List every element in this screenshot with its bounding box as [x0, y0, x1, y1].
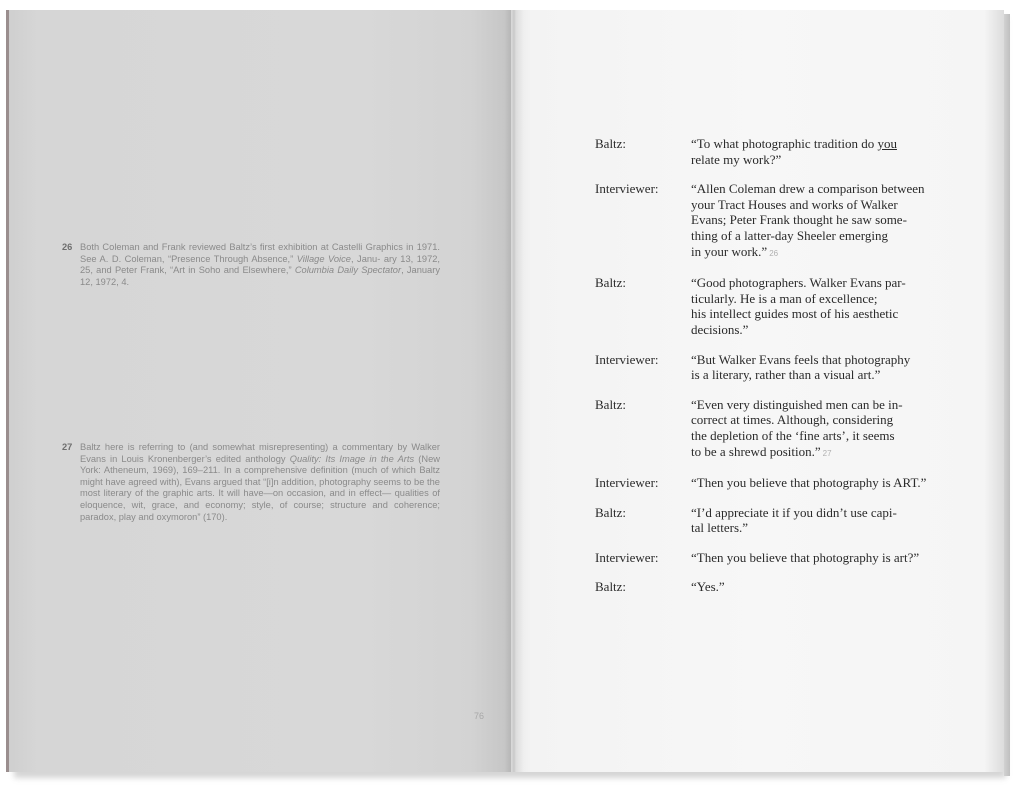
- speaker-name: Interviewer:: [595, 181, 659, 197]
- dialogue-text: in your work.”: [691, 243, 768, 259]
- dialogue-text: decisions.”: [691, 321, 749, 337]
- right-page: [511, 10, 1004, 772]
- footnote-text: , January 12, 1972, 4.: [80, 265, 440, 287]
- dialogue-entry: [595, 579, 995, 595]
- dialogue-text: thing of a latter-day Sheeler emerging: [691, 227, 888, 243]
- footnote-reference: 27: [822, 448, 832, 458]
- dialogue-text: “To what photographic tradition do: [691, 136, 878, 151]
- dialogue-text: “Then you believe that photography is art?”: [691, 549, 920, 565]
- footnote-text: Baltz here is referring to (and somewhat misrepresenting) a commentary by: [80, 442, 408, 452]
- footnote-text: Walker Evans in Louis Kronenberger’s edited anthology: [80, 442, 440, 464]
- dialogue-text: relate my work?”: [691, 151, 782, 167]
- speaker-name: Baltz:: [595, 136, 627, 151]
- dialogue-line: [691, 136, 941, 167]
- dialogue-line: [691, 505, 941, 536]
- footnote-text: Both Coleman and Frank reviewed Baltz’s first exhibition at Castelli Graphics: [80, 242, 403, 252]
- dialogue-entry: [595, 475, 995, 491]
- left-page: [8, 10, 511, 772]
- speaker-name: Baltz:: [595, 504, 627, 520]
- speaker-name: Interviewer:: [595, 549, 659, 565]
- footnote-text: of course; structure and coherence; paradox, play and oxymoron” (170).: [80, 499, 441, 522]
- footnote-text: occasion, and in effect— qualities of eloquence, wit, grace, and economy; style,: [80, 488, 440, 510]
- page-number: 76: [474, 711, 485, 721]
- footnote-title: the Arts: [380, 453, 415, 464]
- footnote-title: Quality: Its Image in: [289, 453, 377, 464]
- footnote-title: Columbia Daily: [294, 265, 358, 276]
- dialogue-text: your Tract Houses and works of Walker: [691, 196, 898, 212]
- dialogue-entry: [595, 550, 995, 566]
- speaker-name: Baltz:: [595, 396, 627, 412]
- book-spread: [8, 10, 1004, 772]
- speaker-name: Baltz:: [595, 275, 627, 291]
- dialogue-entry: [595, 397, 995, 461]
- dialogue-text: his intellect guides most of his aesthetic: [691, 306, 899, 322]
- dialogue-text: “Good photographers. Walker Evans par-: [691, 275, 906, 291]
- dialogue-text: the depletion of the ‘fine arts’, it seems: [691, 427, 895, 443]
- dialogue-text: “I’d appreciate it if you didn’t use capi-: [691, 504, 897, 520]
- footnote-number: 27: [62, 442, 73, 452]
- speaker-name: Interviewer:: [595, 475, 659, 491]
- dialogue-text: tal letters.”: [691, 520, 749, 536]
- dialogue-line: [691, 550, 941, 566]
- dialogue-line: [691, 475, 941, 491]
- dialogue-text: to be a shrewd position.”: [691, 443, 821, 459]
- dialogue-entry: [595, 181, 995, 261]
- dialogue-entry: [595, 136, 995, 167]
- interview-dialogue: [595, 136, 995, 609]
- dialogue-line: [691, 181, 941, 261]
- footnote-27: [62, 442, 441, 523]
- footnote-text: (much of which Baltz might have agreed with), Evans argued that “[i]n addition,: [80, 465, 440, 487]
- dialogue-line: [691, 579, 941, 595]
- footnote-number: 26: [62, 242, 73, 252]
- footnote-26: [62, 242, 440, 288]
- footnote-text: in 1971. See A. D. Coleman, “Presence Through Absence,”: [80, 242, 440, 264]
- footnote-text: , Janu-: [350, 253, 381, 264]
- footnote-text: (New York: Atheneum, 1969), 169–211. In a comprehensive definition: [80, 453, 440, 476]
- dialogue-entry: [595, 352, 995, 383]
- dialogue-text: “Even very distinguished men can be in-: [691, 396, 903, 412]
- dialogue-line: [691, 352, 941, 383]
- footnote-text: photography seems to be the most literary of the graphic arts. It will have—on: [80, 476, 440, 499]
- footnote-title: Village Voice: [296, 253, 351, 264]
- dialogue-text: Evans; Peter Frank thought he saw some-: [691, 212, 907, 228]
- dialogue-line: [691, 397, 941, 461]
- footnote-reference: 26: [769, 248, 779, 258]
- dialogue-text: is a literary, rather than a visual art.”: [691, 367, 881, 383]
- dialogue-text: correct at times. Although, considering: [691, 412, 894, 428]
- dialogue-text: ticularly. He is a man of excellence;: [691, 290, 878, 306]
- dialogue-entry: [595, 275, 995, 337]
- speaker-name: Baltz:: [595, 579, 627, 595]
- dialogue-text: “Allen Coleman drew a comparison between: [691, 181, 925, 197]
- dialogue-entry: [595, 505, 995, 536]
- speaker-name: Interviewer:: [595, 351, 659, 367]
- dialogue-text: “But Walker Evans feels that photography: [691, 351, 911, 367]
- dialogue-text: “Yes.”: [691, 579, 725, 595]
- footnote-title: Spectator: [361, 265, 402, 276]
- dialogue-line: [691, 275, 941, 337]
- footnote-text: ary 13, 1972, 25, and Peter Frank, “Art in Soho and Elsewhere,”: [80, 253, 440, 276]
- emphasized-word: you: [877, 136, 897, 151]
- dialogue-text: “Then you believe that photography is ART.”: [691, 475, 927, 491]
